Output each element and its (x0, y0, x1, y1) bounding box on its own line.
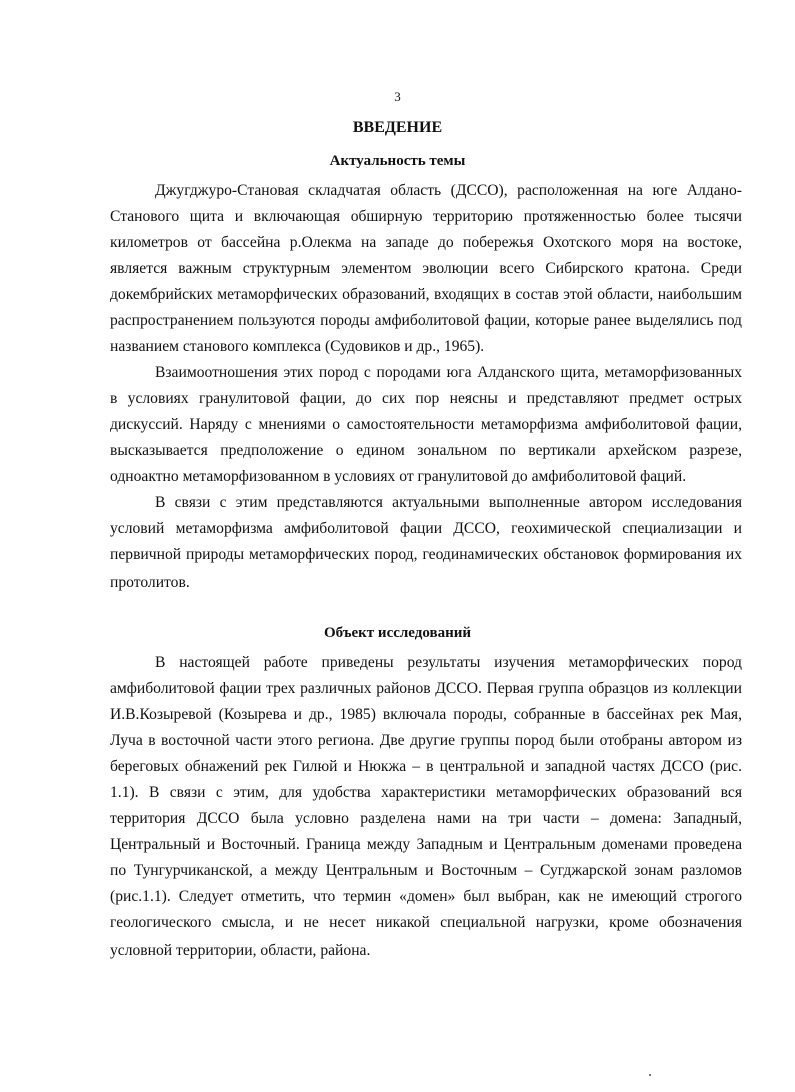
text-line: протолитов. (110, 574, 190, 591)
page-number: 3 (394, 89, 401, 104)
text-line: 1.1). В связи с этим, для удобства характеристики метаморфических образований вся (110, 784, 742, 801)
text-line: Луча в восточной части этого региона. Две другие группы пород были отобраны автором из (110, 732, 742, 749)
text-line: километров от бассейна р.Олекма на западе до побережья Охотского моря на востоке, (110, 234, 742, 251)
text-line: Станового щита и включающая обширную территорию протяженностью более тысячи (110, 208, 742, 225)
text-line: Центральный и Восточный. Граница между Западным и Центральным доменами проведена (110, 836, 742, 853)
text-line: геологического смысла, и не несет никакой специальной нагрузки, кроме обозначения (110, 914, 742, 931)
text-line: территория ДССО была условно разделена нами на три части – домена: Западный, (110, 810, 742, 827)
text-line: дискуссий. Наряду с мнениями о самостоятельности метаморфизма амфиболитовой фации, (110, 416, 742, 433)
text-line: первичной природы метаморфических пород, геодинамических обстановок формирования их (110, 546, 742, 563)
text-line: условной территории, области, района. (110, 942, 371, 959)
text-line: Взаимоотношения этих пород с породами юга Алданского щита, метаморфизованных (155, 364, 742, 381)
text-line: условий метаморфизма амфиболитовой фации ДССО, геохимической специализации и (110, 520, 742, 537)
text-line: одноактно метаморфизованном в условиях от гранулитовой до амфиболитовой фаций. (110, 468, 687, 485)
text-line: Джугджуро-Становая складчатая область (ДССО), расположенная на юге Алдано- (155, 182, 742, 199)
section-heading-relevance: Актуальность темы (329, 153, 466, 169)
text-line: в условиях гранулитовой фации, до сих пор неясны и представляют предмет острых (110, 390, 742, 407)
text-line: И.В.Козыревой (Козырева и др., 1985) включала породы, собранные в бассейнах рек Мая, (110, 706, 742, 723)
text-line: В связи с этим представляются актуальными выполненные автором исследования (155, 494, 742, 511)
text-line: высказывается предположение о едином зональном по вертикали архейском разрезе, (110, 442, 742, 459)
text-line: докембрийских метаморфических образований, входящих в состав этой области, наибольшим (110, 286, 742, 303)
text-line: амфиболитовой фации трех различных районов ДССО. Первая группа образцов из коллекции (110, 680, 742, 697)
section-heading-object: Объект исследований (323, 625, 472, 641)
text-line: В настоящей работе приведены результаты изучения метаморфических пород (155, 654, 742, 671)
text-line: (рис.1.1). Следует отметить, что термин «домен» был выбран, как не имеющий строгого (110, 888, 742, 905)
text-line: береговых обнажений рек Гилюй и Нюкжа – в центральной и западной частях ДССО (рис. (110, 758, 742, 775)
text-line: названием станового комплекса (Судовиков и др., 1965). (110, 338, 485, 355)
scan-speck (649, 1074, 651, 1076)
main-title: ВВЕДЕНИЕ (352, 119, 443, 136)
text-line: распространением пользуются породы амфиболитовой фации, которые ранее выделялись под (110, 312, 742, 329)
text-line: по Тунгурчиканской, а между Центральным и Восточным – Сугджарской зонам разломов (110, 862, 742, 879)
text-line: является важным структурным элементом эволюции всего Сибирского кратона. Среди (110, 260, 742, 277)
